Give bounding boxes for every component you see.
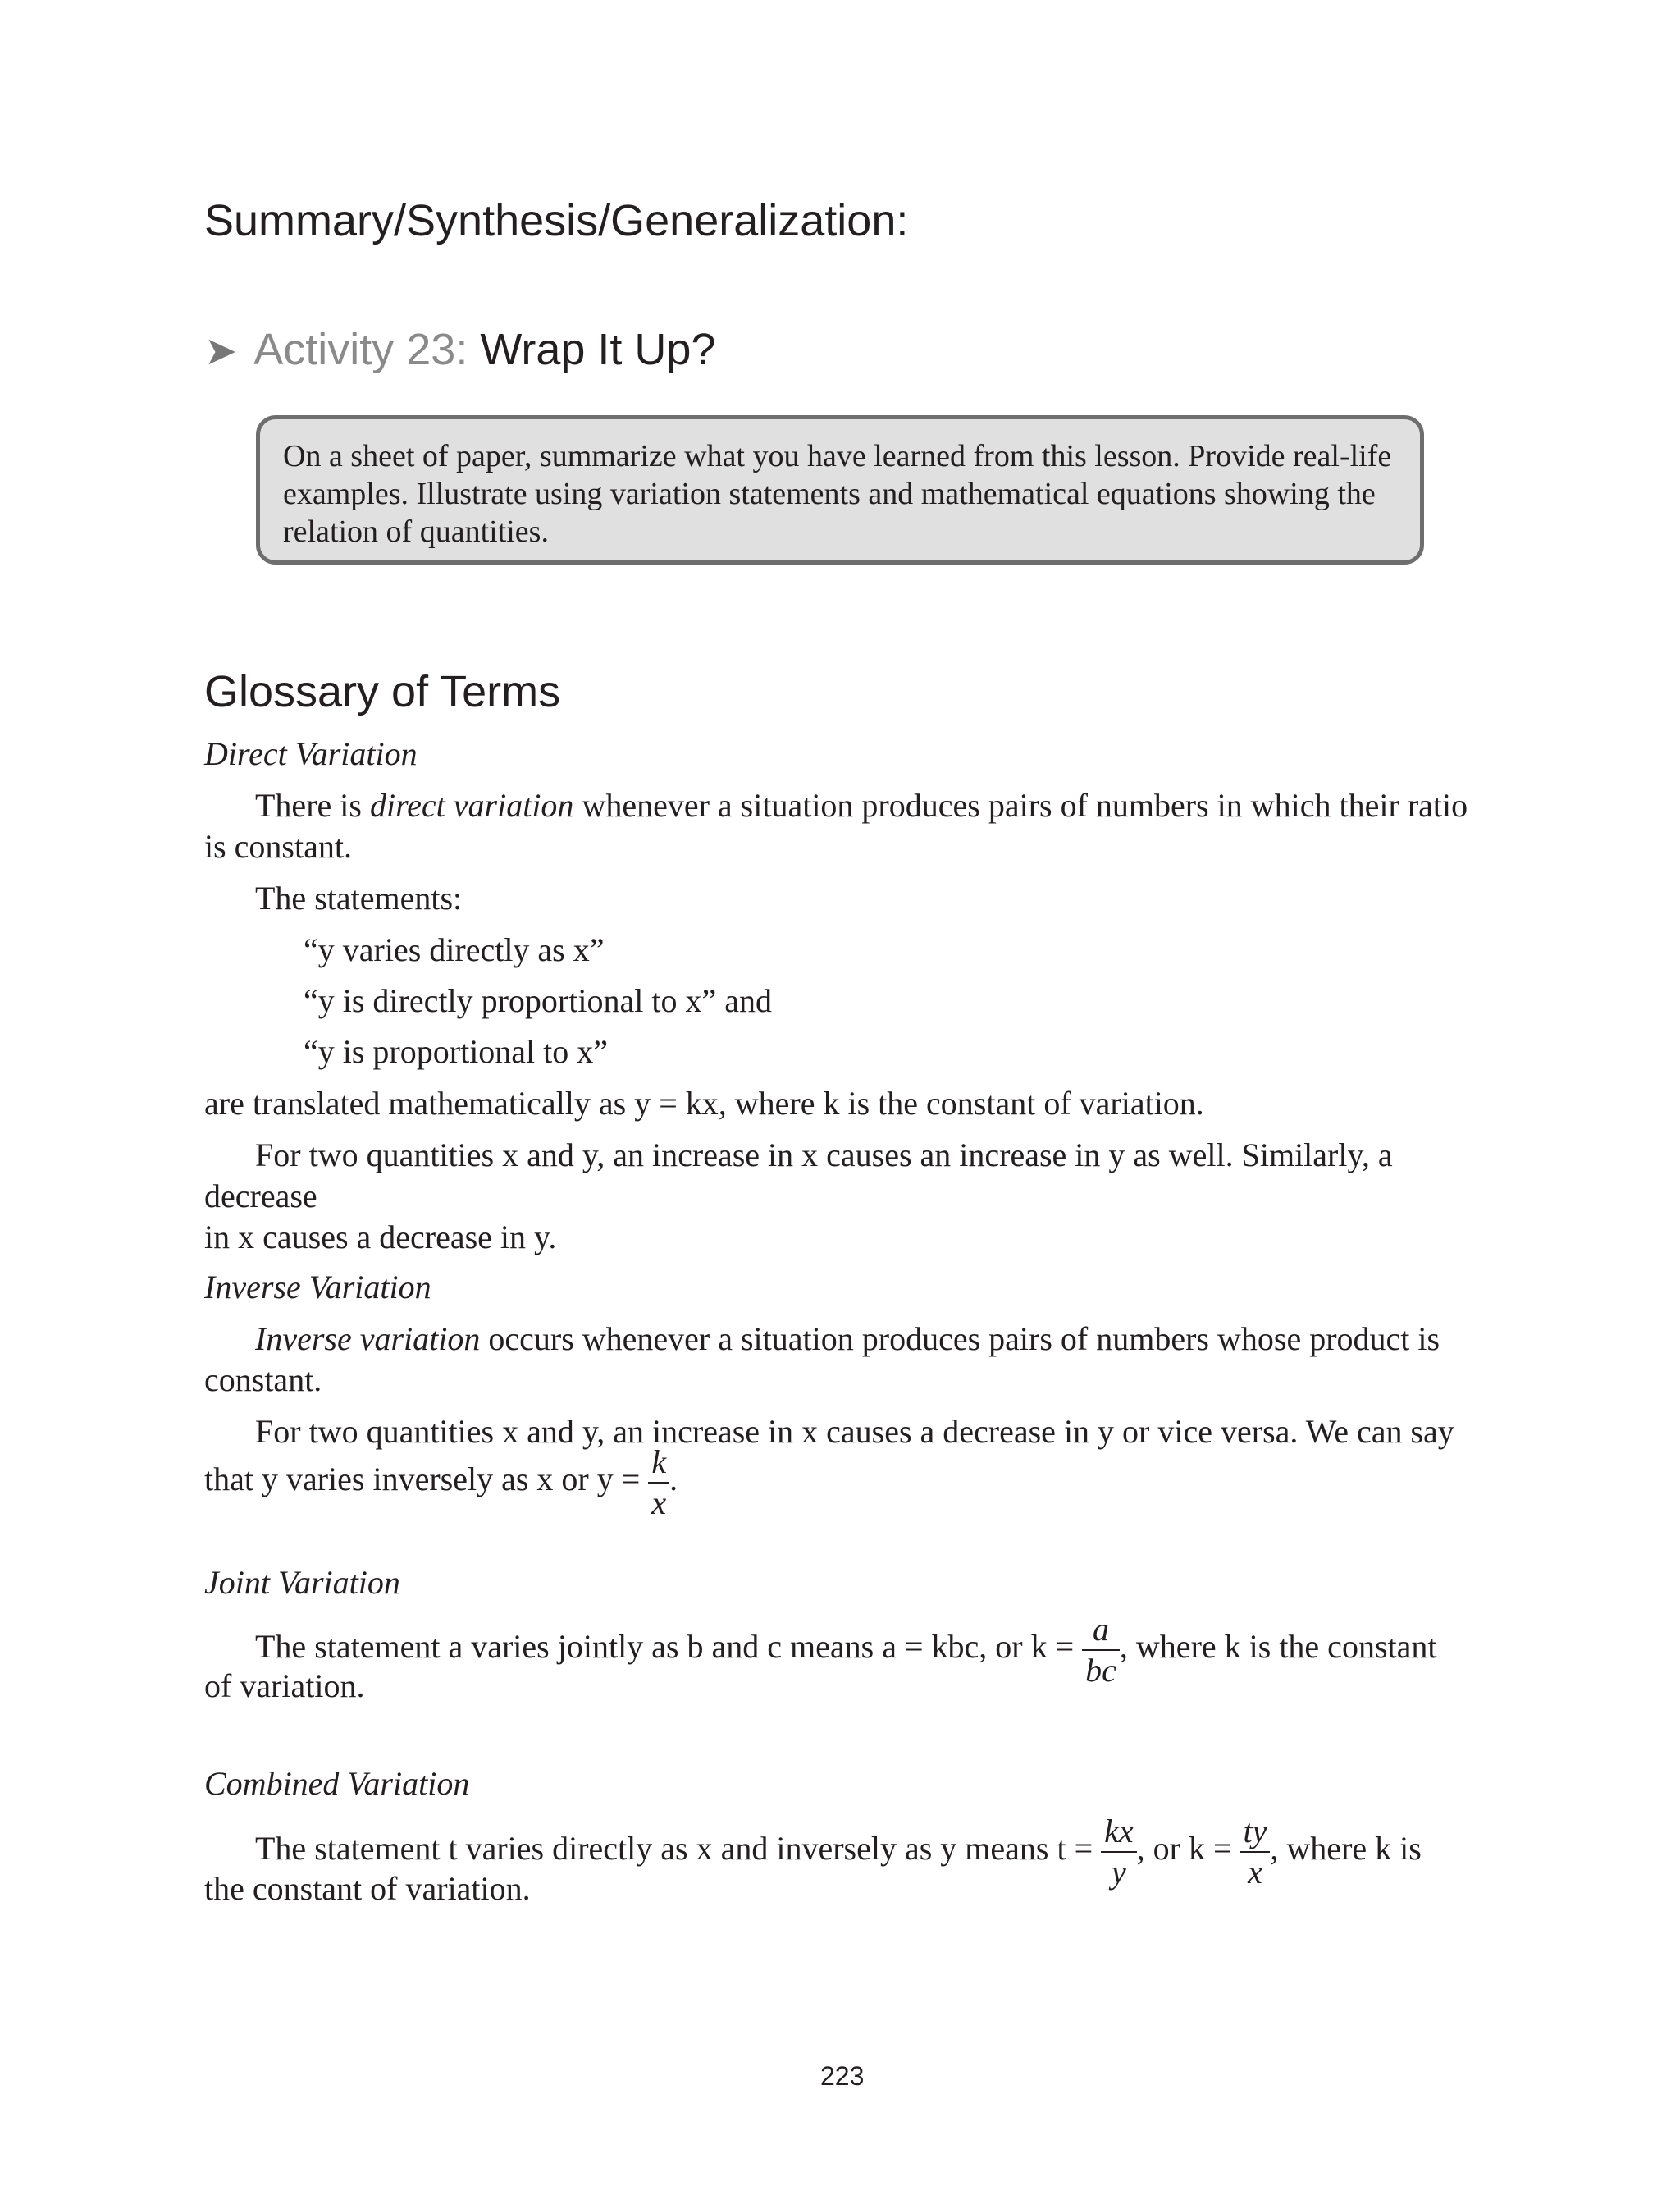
joint-fraction (1082, 1613, 1120, 1687)
direct-expl-line2: in x causes a decrease in y. (204, 1218, 557, 1255)
activity-heading (204, 324, 715, 375)
inverse-def-italic: Inverse variation (255, 1320, 481, 1357)
direct-def-b: whenever a situation produces pairs of numbers in which their ratio (573, 787, 1468, 824)
statement-item: “y is proportional to x” (304, 1033, 609, 1070)
fraction-numerator: ty (1243, 1813, 1267, 1849)
fraction-numerator: kx (1104, 1813, 1134, 1849)
inverse-expl-line1: For two quantities x and y, an increase in x causes a decrease in y or vice versa. We can say (255, 1413, 1454, 1450)
fraction-numerator: k (651, 1443, 667, 1480)
fraction-numerator: a (1093, 1611, 1110, 1648)
joint-suffix: , where k is the constant (1119, 1628, 1437, 1666)
combined-mid: , or k = (1136, 1830, 1232, 1868)
inverse-expl-suffix: . (669, 1461, 678, 1498)
combined-fraction-1 (1101, 1815, 1137, 1889)
inverse-definition (204, 1319, 1477, 1401)
statement-item: “y is directly proportional to x” and (304, 982, 772, 1019)
direct-def-italic: direct variation (369, 787, 574, 824)
term-direct-variation: Direct Variation (204, 735, 418, 772)
fraction-denominator: x (648, 1482, 669, 1520)
direct-expl-line1: For two quantities x and y, an increase in x causes an increase in y as well. Similarly, a decrease (204, 1136, 1393, 1214)
statements-intro: The statements: (255, 880, 463, 917)
instruction-line: On a sheet of paper, summarize what you have learned from this lesson. Provide real-life (283, 439, 1392, 473)
inverse-expl-line2 (204, 1443, 678, 1521)
glossary-heading: Glossary of Terms (204, 667, 561, 716)
joint-line2: of variation. (204, 1667, 365, 1704)
activity-title: Wrap It Up? (480, 325, 716, 374)
inverse-expl-prefix: that y varies inversely as x or y = (204, 1461, 641, 1498)
term-inverse-variation: Inverse Variation (204, 1269, 431, 1305)
fraction-denominator: x (1240, 1851, 1271, 1889)
fraction-denominator: bc (1082, 1649, 1120, 1687)
instruction-line: examples. Illustrate using variation statements and mathematical equations showing the (283, 477, 1376, 511)
combined-prefix: The statement t varies directly as x and inversely as y means t = (255, 1830, 1093, 1868)
activity-number: Activity 23: (253, 325, 468, 374)
direct-def-line2: is constant. (204, 828, 352, 865)
page-number: 223 (820, 2061, 865, 2091)
instruction-line: relation of quantities. (283, 514, 549, 549)
direct-def-a: There is (255, 787, 370, 824)
combined-fraction-2 (1240, 1815, 1271, 1889)
joint-prefix: The statement a varies jointly as b and c means a = kbc, or k = (255, 1628, 1075, 1666)
instruction-box (256, 415, 1424, 565)
section-heading: Summary/Synthesis/Generalization: (204, 196, 909, 245)
term-combined-variation: Combined Variation (204, 1765, 470, 1802)
direct-translation: are translated mathematically as y = kx, where k is the constant of variation. (204, 1085, 1204, 1122)
inverse-fraction (648, 1443, 669, 1521)
fraction-denominator: y (1101, 1851, 1137, 1889)
direct-explanation (204, 1135, 1477, 1258)
inverse-def-line2: constant. (204, 1361, 322, 1398)
term-joint-variation: Joint Variation (204, 1564, 400, 1601)
combined-line2: the constant of variation. (204, 1870, 531, 1907)
direct-definition (204, 785, 1477, 867)
joint-line1 (255, 1613, 1436, 1687)
statement-item: “y varies directly as x” (304, 931, 605, 968)
combined-suffix: , where k is (1270, 1830, 1422, 1868)
arrow-icon: ➤ (204, 330, 238, 373)
inverse-def-b: occurs whenever a situation produces pairs of numbers whose product is (480, 1320, 1440, 1357)
